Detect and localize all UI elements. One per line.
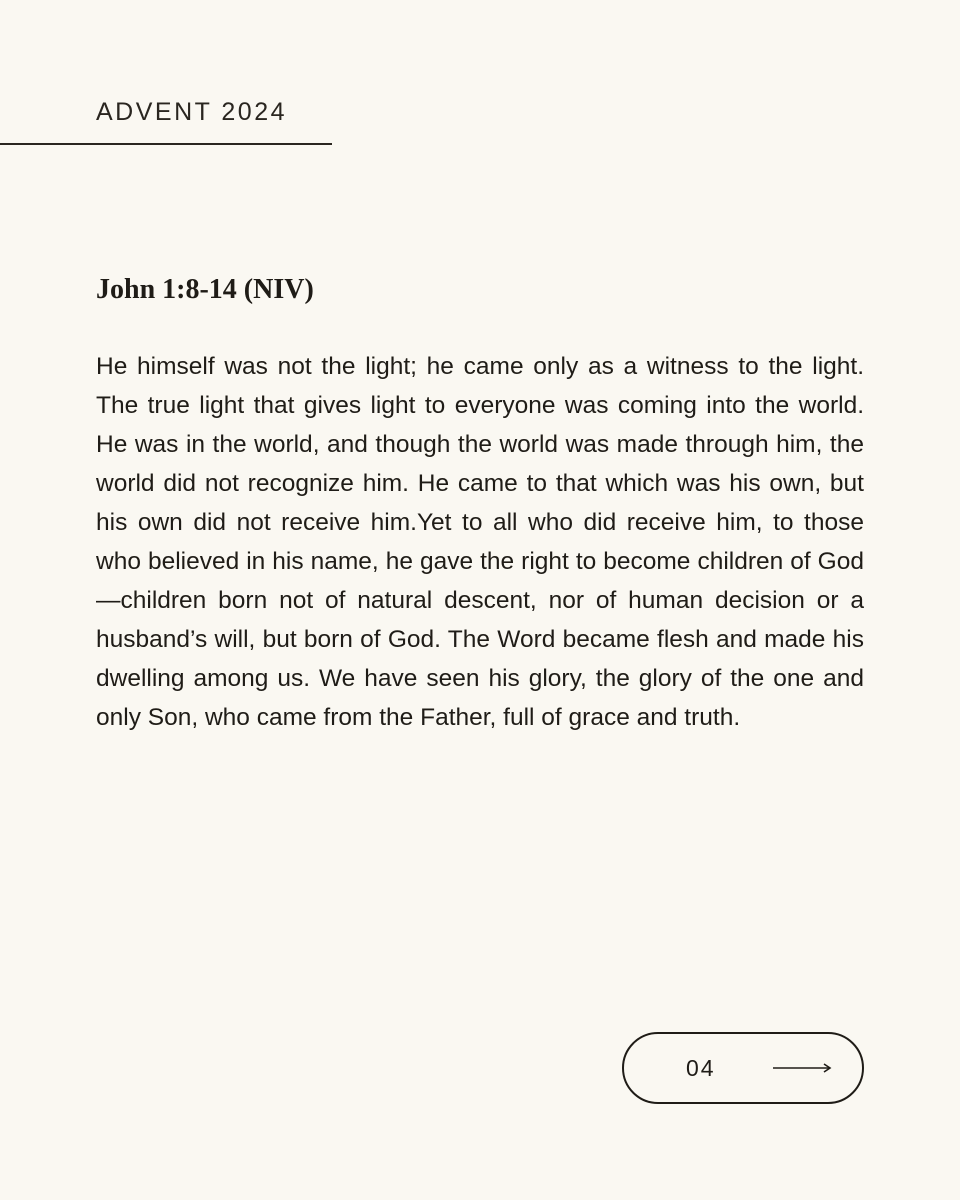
verse-text: He himself was not the light; he came only as a witness to the light. The true light that gives light to everyone was coming into the world. He was in the world, and though the world was made through him, the world did not recognize him. He came to that which was his own, but his own did not receive him.Yet to all who did receive him, to those who believed in his name, he gave the right to become children of God—children born not of natural descent, nor of human decision or a husband’s will, but born of God. The Word became flesh and made his dwelling among us. We have seen his glory, the glory of the one and only Son, who came from the Father, full of grace and truth.: [96, 353, 864, 731]
header-label: ADVENT 2024: [96, 98, 288, 126]
arrow-right-icon: [772, 1061, 834, 1075]
verse-reference: John 1:8-14 (NIV): [96, 274, 314, 305]
header-divider: [0, 143, 332, 145]
page-number: 04: [686, 1055, 716, 1081]
next-page-button[interactable]: [622, 1032, 864, 1104]
